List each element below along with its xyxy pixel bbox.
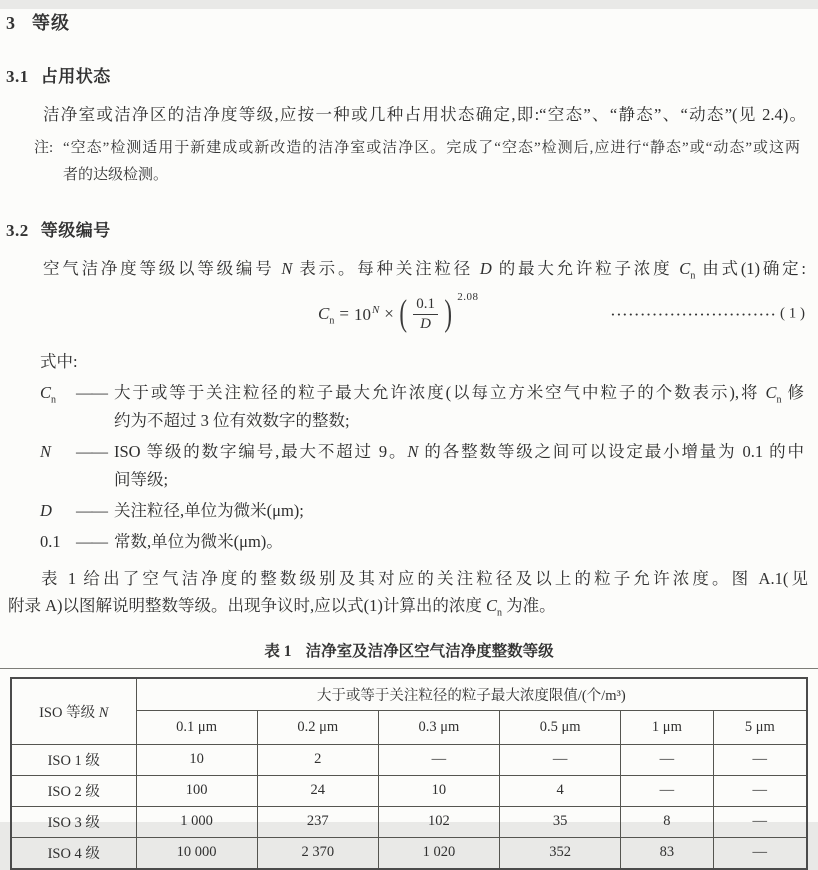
section-3-1-number: 3.1 — [6, 67, 29, 86]
table-cell: 35 — [500, 806, 621, 837]
table-row — [11, 775, 807, 806]
text-line: ISO 等级的数字编号,最大不超过 9。N 的各整数等级之间可以设定最小增量为 0.1 的中 — [114, 442, 804, 461]
table-cell: 24 — [257, 775, 378, 806]
text-line: 大于或等于关注粒径的粒子最大允许浓度(以每立方米空气中粒子的个数表示),将 $C_n$ 修 — [114, 383, 805, 406]
table-cell: 4 — [500, 775, 621, 806]
section-3-number: 3 — [6, 13, 16, 33]
table-cell: 100 — [136, 775, 257, 806]
paragraph-occupancy: 洁净室或洁净区的洁净度等级,应按一种或几种占用状态确定,即:“空态”、“静态”、“动态”(见 2.4)。 — [43, 105, 806, 124]
equals-sign: = — [339, 304, 349, 323]
table-cell: 1 020 — [378, 837, 499, 869]
definition-item — [40, 438, 804, 494]
variable: D — [40, 501, 52, 520]
table-cell: — — [621, 744, 713, 775]
definition-dash: —— — [76, 383, 107, 402]
text-line: 关注粒径,单位为微米(μm); — [114, 501, 304, 520]
section-3-heading — [6, 9, 818, 35]
definition-term: 0.1 — [40, 532, 61, 551]
definition-dash: —— — [76, 501, 107, 520]
row-label-iso-class: ISO 4 级 — [11, 837, 136, 869]
variable: N — [98, 704, 109, 721]
paragraph-class-number: 空气洁净度等级以等级编号 N 表示。每种关注粒径 D 的最大允许粒子浓度 $C_n$ 由式(1)确定: — [43, 259, 807, 282]
definition-item — [40, 379, 804, 435]
table-cell: 10 000 — [136, 837, 257, 869]
equation-number: ( 1 ) — [780, 305, 805, 322]
definition-dash: —— — [76, 532, 107, 551]
definition-term — [40, 438, 76, 494]
formula-fraction — [412, 295, 439, 333]
text-line: 表 1 给出了空气洁净度的整数级别及其对应的关注粒径及以上的粒子允许浓度。图 A.1(见 — [41, 569, 808, 588]
variable: $C_n$ — [679, 259, 696, 282]
fraction-denominator: D — [413, 314, 438, 333]
equation-leader — [611, 306, 805, 323]
variable: N — [281, 259, 293, 278]
column-header-iso-class: ISO 等级 N — [11, 678, 136, 744]
formula-lhs-variable: $C_n$ — [318, 304, 335, 327]
definition-term — [40, 379, 76, 435]
column-header-concentration-limit: 大于或等于关注粒径的粒子最大浓度限值/(个/m³) — [136, 678, 807, 710]
column-header-size: 0.3 μm — [378, 710, 499, 744]
text-line: 常数,单位为微米(μm)。 — [114, 532, 283, 551]
note-text — [63, 135, 800, 189]
variable: D — [479, 259, 492, 278]
table-cell: 8 — [621, 806, 713, 837]
leader-dots: ···························· — [610, 306, 777, 321]
table-cell: — — [713, 837, 807, 869]
text-line: 约为不超过 3 位有效数字的整数; — [114, 411, 350, 430]
row-label-iso-class: ISO 2 级 — [11, 775, 136, 806]
text-line: 附录 A)以图解说明整数等级。出现争议时,应以式(1)计算出的浓度 $C_n$ 为准。 — [8, 596, 556, 619]
variable: $C_n$ — [40, 383, 57, 406]
table-cell: 10 — [378, 775, 499, 806]
section-3-2-number: 3.2 — [6, 221, 29, 240]
text-line: 者的达级检测。 — [63, 167, 169, 183]
paragraph-table-intro — [8, 565, 808, 619]
cleanliness-class-table — [10, 677, 808, 870]
table-cell: 1 000 — [136, 806, 257, 837]
multiply-sign: × — [384, 304, 394, 323]
table-cell: — — [500, 744, 621, 775]
document-page — [0, 9, 818, 862]
table-title-label: 表 1 — [264, 643, 292, 660]
table-cell: — — [378, 744, 499, 775]
close-paren: ) — [444, 293, 452, 335]
table-cell: 102 — [378, 806, 499, 837]
table-cell: 2 370 — [257, 837, 378, 869]
column-header-size: 0.1 μm — [136, 710, 257, 744]
table-cell: 237 — [257, 806, 378, 837]
table-cell: — — [713, 806, 807, 837]
table-cell: — — [713, 775, 807, 806]
variable: N — [407, 442, 419, 461]
text-line: “空态”检测适用于新建成或新改造的洁净室或洁净区。完成了“空态”检测后,应进行“静态”或“动态”或这两 — [63, 140, 800, 156]
table-title-text: 洁净室及洁净区空气洁净度整数等级 — [305, 643, 554, 660]
column-header-size: 0.2 μm — [257, 710, 378, 744]
definition-item — [40, 497, 804, 525]
table-cell: — — [621, 775, 713, 806]
fraction-numerator: 0.1 — [416, 296, 435, 312]
definition-description — [114, 379, 804, 435]
open-paren: ( — [399, 293, 407, 335]
table-cell: 83 — [621, 837, 713, 869]
definition-description — [114, 438, 804, 494]
definition-term — [40, 497, 76, 525]
table-title — [0, 639, 818, 661]
table-cell: 2 — [257, 744, 378, 775]
table-row — [11, 744, 807, 775]
column-header-size: 1 μm — [621, 710, 713, 744]
table-row — [11, 806, 807, 837]
section-3-2-heading — [6, 216, 818, 241]
note-label: 注: — [34, 140, 54, 156]
horizontal-rule — [0, 668, 818, 669]
table-row — [11, 837, 807, 869]
table-cell: 352 — [500, 837, 621, 869]
table-cell: — — [713, 744, 807, 775]
where-label: 式中: — [40, 352, 78, 371]
formula-cn — [318, 291, 479, 335]
definition-description — [114, 497, 804, 525]
table-header-row-1 — [11, 678, 807, 710]
equation-1 — [0, 287, 818, 341]
formula-exponent: 2.08 — [457, 291, 479, 303]
section-3-2-title: 等级编号 — [40, 221, 111, 240]
definition-description — [114, 528, 804, 556]
table-body — [11, 744, 807, 869]
definitions-list — [40, 379, 804, 556]
definition-item — [40, 528, 804, 556]
column-header-size: 0.5 μm — [500, 710, 621, 744]
table-cell: 10 — [136, 744, 257, 775]
note-block — [34, 135, 800, 189]
section-3-1-title: 占用状态 — [40, 67, 111, 86]
section-3-title: 等级 — [32, 13, 70, 33]
column-header-size: 5 μm — [713, 710, 807, 744]
variable: N — [40, 442, 52, 461]
row-label-iso-class: ISO 1 级 — [11, 744, 136, 775]
variable: $C_n$ — [765, 383, 782, 406]
formula-base: $10^N$ — [353, 303, 380, 324]
section-3-1-heading — [6, 62, 818, 87]
definition-dash: —— — [76, 442, 107, 461]
variable: $C_n$ — [486, 596, 503, 619]
row-label-iso-class: ISO 3 级 — [11, 806, 136, 837]
text-line: 间等级; — [114, 470, 169, 489]
